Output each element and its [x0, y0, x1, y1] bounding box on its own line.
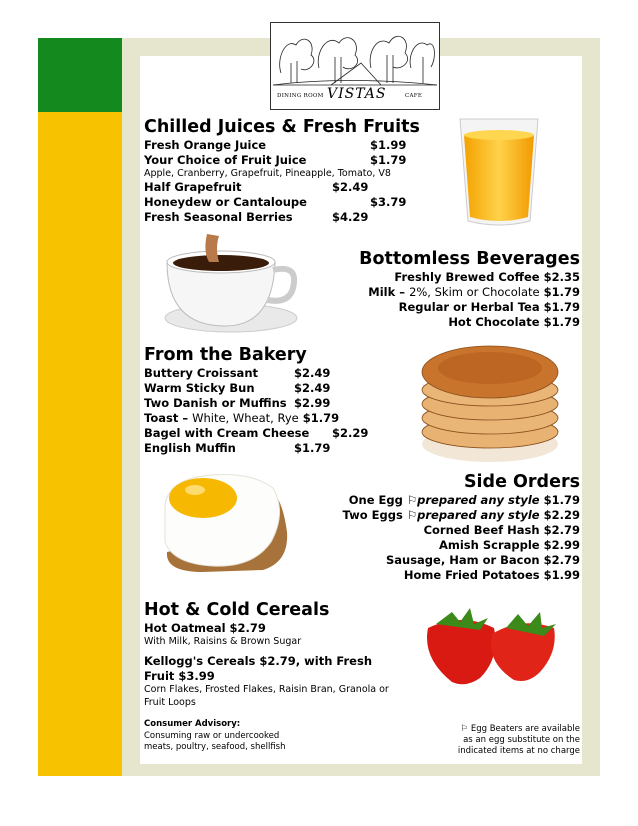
- coffee-cup-icon: [163, 234, 301, 334]
- kelloggs-item: Kellogg's Cereals $2.79, with Fresh Fruit $3.99: [144, 654, 373, 683]
- juices-title: Chilled Juices & Fresh Fruits: [144, 117, 420, 137]
- menu-item-row: [349, 493, 580, 508]
- menu-item-price: $1.99: [543, 568, 580, 582]
- menu-item-name: One Egg: [348, 493, 403, 507]
- menu-item-row: [439, 538, 580, 553]
- flag-icon: ⚐: [406, 508, 418, 522]
- menu-item-price: $1.79: [543, 315, 580, 329]
- flag-icon: ⚐: [406, 493, 418, 507]
- egg-note-line: indicated items at no charge: [457, 746, 580, 756]
- green-accent-bar: [38, 38, 122, 112]
- menu-item-price: $1.79: [543, 300, 580, 314]
- menu-item-name: Warm Sticky Bun: [144, 381, 255, 395]
- menu-item-row: [394, 270, 580, 285]
- menu-item-price: $1.99: [370, 138, 407, 152]
- menu-item-name: Fresh Orange Juice: [144, 138, 267, 152]
- menu-item-name: Fresh Seasonal Berries: [144, 210, 293, 224]
- menu-item-name: Two Eggs: [342, 508, 403, 522]
- menu-item-name: Toast: [144, 411, 179, 425]
- vistas-logo: [270, 22, 440, 110]
- advisory-line: Consuming raw or undercooked: [144, 731, 280, 741]
- menu-item-name: Two Danish or Muffins: [144, 396, 287, 410]
- menu-item-note: prepared any style: [417, 493, 540, 507]
- menu-item-price: $1.79: [543, 285, 580, 299]
- menu-item-row: [386, 553, 580, 568]
- menu-item-note: prepared any style: [417, 508, 540, 522]
- kelloggs-desc: Corn Flakes, Frosted Flakes, Raisin Bran, Granola or Fruit Loops: [144, 684, 389, 708]
- bakery-title: From the Bakery: [144, 345, 307, 365]
- menu-item-name: Milk: [368, 285, 396, 299]
- menu-item-desc: White, Wheat, Rye: [192, 411, 299, 425]
- menu-item-name: Freshly Brewed Coffee: [394, 270, 540, 284]
- advisory-line: meats, poultry, seafood, shellfish: [144, 742, 286, 752]
- menu-item-name: Half Grapefruit: [144, 180, 242, 194]
- menu-item-price: $1.79: [302, 411, 340, 425]
- oatmeal-desc: With Milk, Raisins & Brown Sugar: [144, 636, 302, 647]
- logo-dining-room: DINING ROOM: [277, 93, 324, 99]
- advisory-title: Consumer Advisory:: [144, 719, 241, 729]
- menu-item-row: [343, 508, 580, 523]
- menu-item-row: [368, 285, 580, 300]
- menu-item-price: $2.29: [543, 508, 580, 522]
- oatmeal-item: Hot Oatmeal $2.79: [144, 621, 266, 635]
- menu-item-name: Buttery Croissant: [144, 366, 259, 380]
- menu-item-row: [144, 411, 339, 426]
- menu-item-price: $2.79: [543, 553, 580, 567]
- menu-item-price: $2.99: [294, 396, 331, 410]
- menu-item-price: $4.29: [332, 210, 369, 224]
- menu-item-price: $2.35: [543, 270, 580, 284]
- egg-note-line: as an egg substitute on the: [463, 735, 580, 745]
- menu-item-separator: –: [399, 285, 406, 299]
- orange-juice-icon: [454, 113, 544, 231]
- menu-item-name: Sausage, Ham or Bacon: [385, 553, 540, 567]
- pancakes-icon: [418, 340, 564, 464]
- logo-cafe: CAFE: [405, 93, 423, 99]
- menu-item-price: $2.29: [332, 426, 369, 440]
- menu-item-name: Bagel with Cream Cheese: [144, 426, 310, 440]
- menu-item-separator: –: [182, 411, 189, 425]
- menu-item-price: $2.79: [543, 523, 580, 537]
- menu-item-desc: 2%, Skim or Chocolate: [409, 285, 540, 299]
- menu-item-name: Corned Beef Hash: [423, 523, 540, 537]
- yellow-accent-bar: [38, 112, 122, 776]
- egg-note-line: ⚐ Egg Beaters are available: [460, 724, 580, 734]
- menu-item-desc: Apple, Cranberry, Grapefruit, Pineapple, Tomato, V8: [144, 168, 391, 179]
- menu-item-price: $3.79: [370, 195, 407, 209]
- menu-item-name: Your Choice of Fruit Juice: [144, 153, 307, 167]
- menu-item-row: [399, 300, 580, 315]
- menu-item-name: Honeydew or Cantaloupe: [144, 195, 307, 209]
- menu-item-name: English Muffin: [144, 441, 236, 455]
- logo-title: VISTAS: [327, 86, 387, 102]
- cereals-title: Hot & Cold Cereals: [144, 600, 330, 620]
- menu-item-name: Hot Chocolate: [448, 315, 540, 329]
- fried-egg-icon: [163, 472, 291, 574]
- menu-item-name: Regular or Herbal Tea: [398, 300, 540, 314]
- strawberries-icon: [422, 598, 568, 688]
- menu-item-price: $2.49: [294, 381, 331, 395]
- beverages-title: Bottomless Beverages: [359, 249, 580, 269]
- menu-item-row: [424, 523, 580, 538]
- menu-item-row: [448, 315, 580, 330]
- menu-item-name: Home Fried Potatoes: [403, 568, 540, 582]
- menu-item-row: [404, 568, 580, 583]
- menu-item-price: $2.49: [332, 180, 369, 194]
- menu-item-price: $1.79: [294, 441, 331, 455]
- sides-title: Side Orders: [463, 472, 580, 492]
- menu-item-price: $1.79: [370, 153, 407, 167]
- menu-item-name: Amish Scrapple: [438, 538, 540, 552]
- menu-item-price: $1.79: [543, 493, 580, 507]
- menu-item-price: $2.99: [543, 538, 580, 552]
- menu-item-price: $2.49: [294, 366, 331, 380]
